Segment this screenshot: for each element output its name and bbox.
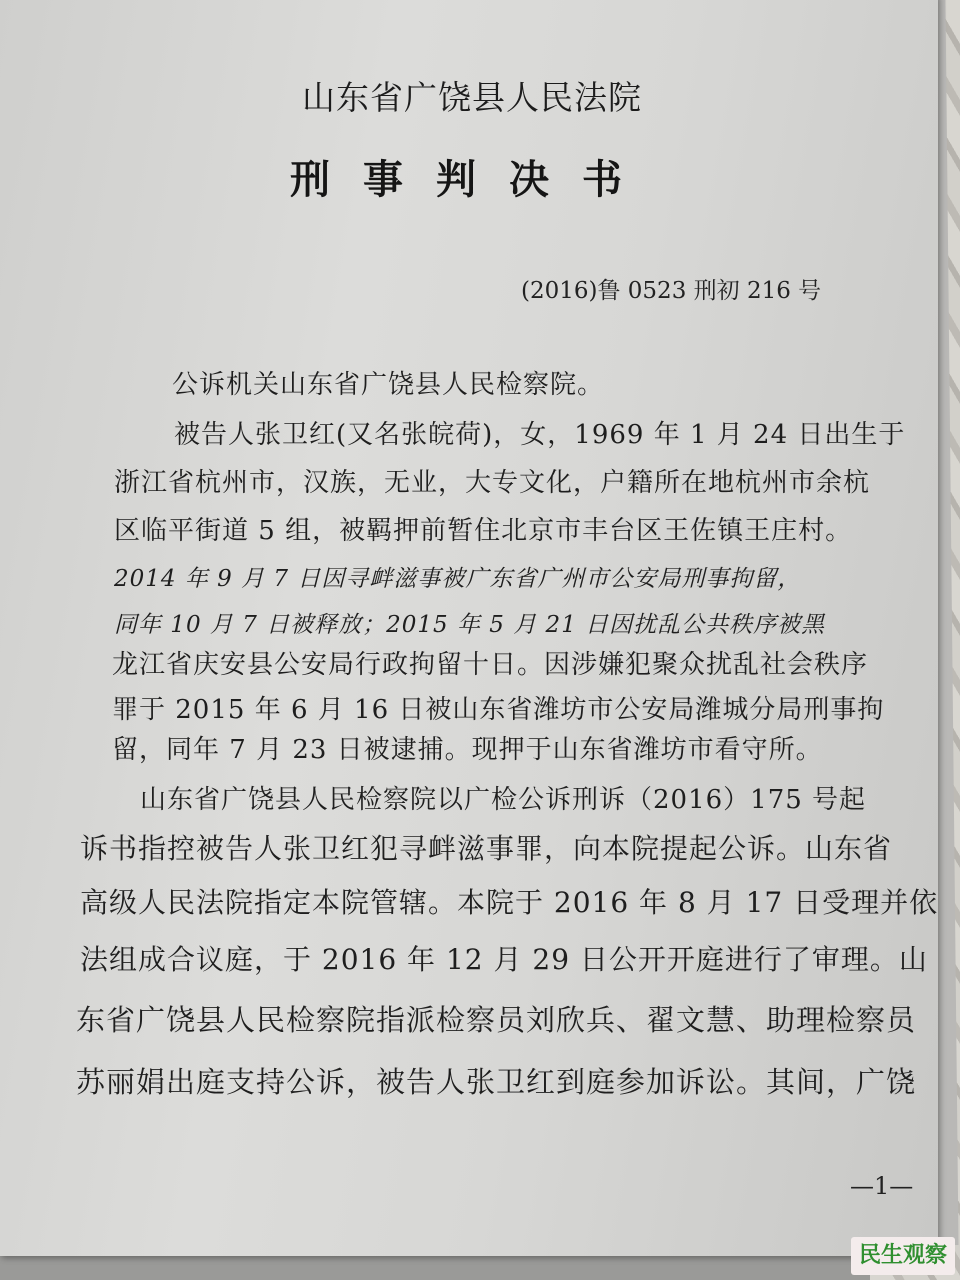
text-line-4: 区临平街道 5 组，被羁押前暂住北京市丰台区王佐镇王庄村。 [114,516,853,546]
text-line-7: 龙江省庆安县公安局行政拘留十日。因涉嫌犯聚众扰乱社会秩序 [112,650,869,680]
text-line-13: 法组成合议庭，于 2016 年 12 月 29 日公开开庭进行了审理。山 [80,943,928,976]
text-line-14: 东省广饶县人民检察院指派检察员刘欣兵、翟文慧、助理检察员 [76,1003,917,1037]
text-line-2: 被告人张卫红(又名张皖荷)，女，1969 年 1 月 24 日出生于 [174,420,906,450]
court-name: 山东省广饶县人民法院 [302,78,642,117]
text-line-10: 山东省广饶县人民检察院以广检公诉刑诉（2016）175 号起 [140,785,867,815]
text-line-15: 苏丽娟出庭支持公诉，被告人张卫红到庭参加诉讼。其间，广饶 [76,1065,917,1099]
page-number: —1— [850,1172,914,1200]
text-line-9: 留，同年 7 月 23 日被逮捕。现押于山东省潍坊市看守所。 [112,735,823,765]
document-title: 刑事判决书 [290,156,655,203]
text-line-5: 2014 年 9 月 7 日因寻衅滋事被广东省广州市公安局刑事拘留， [114,566,802,592]
text-line-11: 诉书指控被告人张卫红犯寻衅滋事罪，向本院提起公诉。山东省 [80,832,893,865]
case-number: (2016)鲁 0523 刑初 216 号 [521,278,822,304]
text-line-12: 高级人民法院指定本院管辖。本院于 2016 年 8 月 17 日受理并依 [80,886,939,919]
text-line-6: 同年 10 月 7 日被释放；2015 年 5 月 21 日因扰乱公共秩序被黑 [114,612,826,638]
text-line-3: 浙江省杭州市，汉族，无业，大专文化，户籍所在地杭州市余杭 [114,468,871,498]
watermark-logo: 民生观察 [851,1237,955,1275]
text-line-8: 罪于 2015 年 6 月 16 日被山东省潍坊市公安局潍城分局刑事拘 [112,695,885,725]
text-line-1: 公诉机关山东省广饶县人民检察院。 [172,370,605,400]
